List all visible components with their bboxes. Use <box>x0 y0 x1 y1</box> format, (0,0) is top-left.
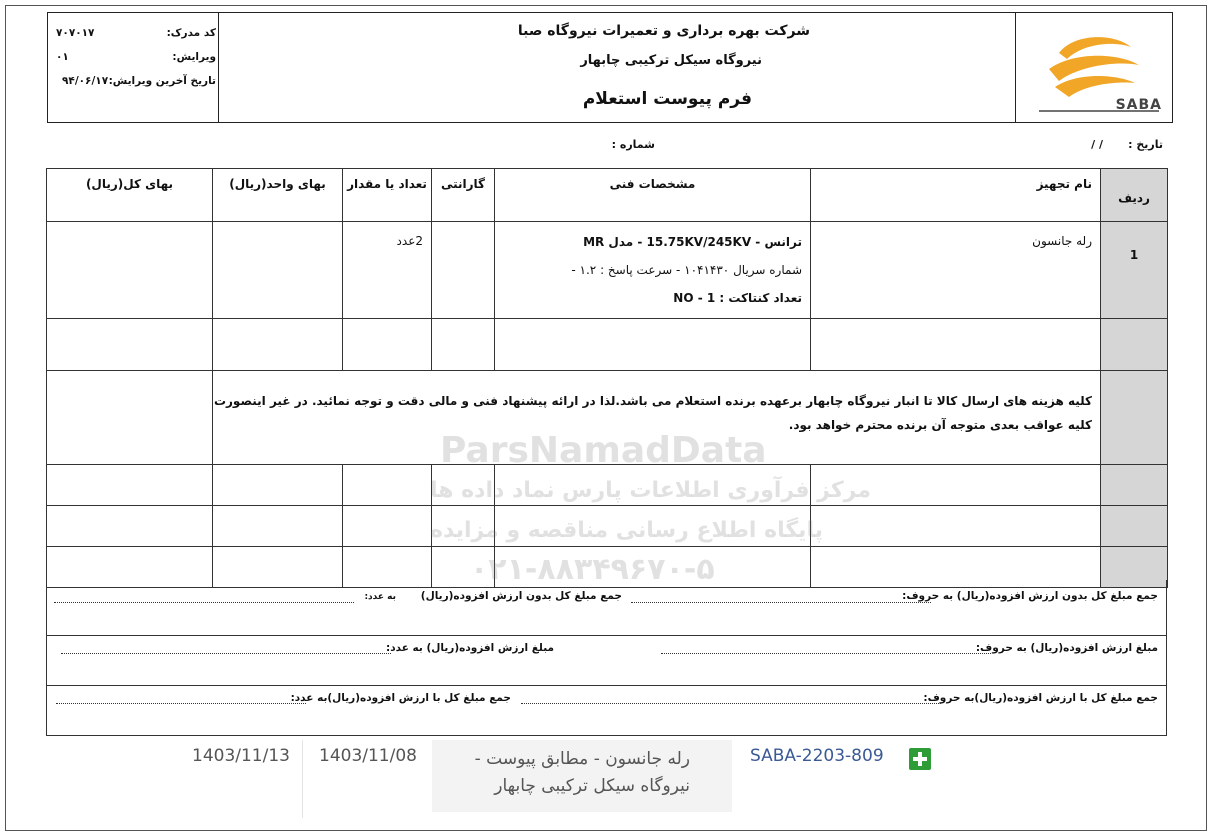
number-label: شماره : <box>611 138 655 151</box>
vat-number-label: مبلغ ارزش افزوده(ریال) به عدد: <box>386 642 554 654</box>
total-without-vat-number-label: جمع مبلغ کل بدون ارزش افزوده(ریال) <box>420 590 622 602</box>
table-row <box>47 319 1168 371</box>
add-icon[interactable] <box>909 748 931 770</box>
col-total-price: بهای کل(ریال) <box>47 169 213 222</box>
watermark-phone: ۰۲۱-۸۸۳۴۹۶۷۰-۵ <box>470 552 715 587</box>
shipping-note: کلیه هزینه های ارسال کالا تا انبار نیروگاه چابهار برعهده برنده استعلام می باشد.لذا در ارائه پیشنهاد فنی و مالی دقت و توجه نمائید. در غیر اینصورت کلیه عواقب بعدی متوجه آن برنده محترم خواهد بود. <box>213 371 1101 465</box>
tender-listing-row[interactable] <box>180 740 945 812</box>
spec-line-2: شماره سریال ۱۰۴۱۴۳۰ - سرعت پاسخ : ۱.۲ - <box>571 263 802 277</box>
date-field <box>1128 138 1163 151</box>
total-price-cell <box>47 222 213 319</box>
listing-code-cell[interactable] <box>732 740 945 818</box>
equipment-name: رله جانسون <box>811 222 1101 319</box>
company-name: شرکت بهره برداری و تعمیرات نیروگاه صبا <box>517 23 810 39</box>
form-title: فرم پیوست استعلام <box>582 89 752 109</box>
last-revision-label: تاریخ آخرین ویرایش: <box>108 75 216 87</box>
total-with-vat-number-label: جمع مبلغ کل با ارزش افزوده(ریال)به عدد: <box>290 692 511 704</box>
inquiry-table <box>46 168 1168 588</box>
col-name: نام تجهیز <box>811 169 1101 222</box>
table-row <box>47 506 1168 547</box>
listing-title[interactable] <box>432 740 732 812</box>
watermark-line-2: مرکز فرآوری اطلاعات پارس نماد داده ها <box>430 478 871 503</box>
col-unit-price: بهای واحد(ریال) <box>213 169 343 222</box>
listing-date-2: 1403/11/13 <box>192 746 290 766</box>
date-label: تاریخ : <box>1128 138 1163 151</box>
listing-date-1: 1403/11/08 <box>302 740 433 818</box>
vat-words-label: مبلغ ارزش افزوده(ریال) به حروف: <box>975 642 1158 654</box>
total-with-vat-words-line <box>521 703 941 704</box>
col-radif: ردیف <box>1101 169 1168 222</box>
total-with-vat-number-line <box>56 703 306 704</box>
note-row <box>47 371 1168 465</box>
quantity-cell: 2عدد <box>343 222 432 319</box>
revision-value: ۰۱ <box>56 51 69 63</box>
total-without-vat-words-label: جمع مبلغ کل بدون ارزش افزوده(ریال) به حروف: <box>902 590 1158 602</box>
table-header-row <box>47 169 1168 222</box>
watermark-line-3: پایگاه اطلاع رسانی مناقصه و مزایده <box>430 518 823 543</box>
col-warranty: گارانتی <box>432 169 495 222</box>
revision-label: ویرایش: <box>172 51 216 63</box>
number-suffix: به عدد: <box>364 592 396 602</box>
doc-code-label: کد مدرک: <box>166 27 216 39</box>
form-header <box>47 12 1173 123</box>
col-spec: مشخصات فنی <box>495 169 811 222</box>
unit-price-cell <box>213 222 343 319</box>
doc-code-value: ۷۰۷۰۱۷ <box>56 27 95 39</box>
vat-words-line <box>661 653 991 654</box>
total-without-vat-row <box>46 580 1167 636</box>
spec-line-3: تعداد کنتاکت : NO - 1 <box>673 291 802 305</box>
vat-number-line <box>61 653 391 654</box>
total-with-vat-row <box>46 686 1167 736</box>
listing-code[interactable]: SABA-2203-809 <box>750 746 884 766</box>
plant-name: نیروگاه سیکل ترکیبی چابهار <box>580 53 762 68</box>
total-without-vat-number-line <box>54 602 354 603</box>
watermark-brand: ParsNamadData <box>440 430 767 471</box>
total-with-vat-words-label: جمع مبلغ کل با ارزش افزوده(ریال)به حروف: <box>923 692 1158 704</box>
date-slashes: / / <box>1091 138 1103 151</box>
warranty-cell <box>432 222 495 319</box>
saba-logo-text: SABA <box>1115 97 1162 113</box>
spec-line-1: ترانس - 15.75KV/245KV - مدل MR <box>583 235 802 249</box>
table-row <box>47 222 1168 319</box>
total-without-vat-words-line <box>631 602 931 603</box>
vat-amount-row <box>46 636 1167 686</box>
last-revision-value: ۹۴/۰۶/۱۷ <box>62 75 109 87</box>
listing-title-text: رله جانسون - مطابق پیوست - نیروگاه سیکل ترکیبی چابهار <box>474 749 690 796</box>
table-row <box>47 465 1168 506</box>
row-number: 1 <box>1101 222 1168 319</box>
col-qty: تعداد یا مقدار <box>343 169 432 222</box>
equipment-spec <box>495 222 811 319</box>
